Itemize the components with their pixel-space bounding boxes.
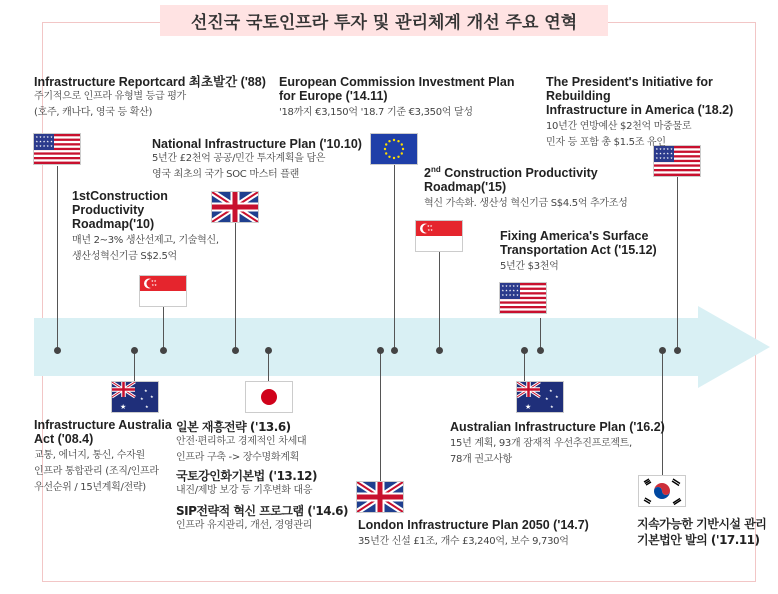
event-uk-national-plan [152, 137, 362, 183]
event-title: The President's Initiative for Rebuilding [546, 75, 713, 103]
timeline-dot [537, 347, 544, 354]
connector-line [439, 252, 440, 350]
japan-flag [246, 382, 292, 412]
connector-line [57, 166, 58, 350]
timeline-dot [674, 347, 681, 354]
event-sg-roadmap-2 [424, 163, 628, 212]
event-title: Roadmap('15) [424, 180, 507, 195]
timeline-dot [391, 347, 398, 354]
event-au-act [34, 418, 172, 496]
connector-line [540, 318, 541, 350]
event-kr-bill [637, 517, 766, 547]
event-title: Transportation Act ('15.12) [500, 243, 657, 257]
event-desc: 인프라 구축 -> 장수명화계획 [176, 452, 299, 463]
event-desc: 주기적으로 인프라 유형별 등급 평가 [34, 91, 186, 102]
timeline-dot [232, 347, 239, 354]
australia-flag [517, 382, 563, 412]
event-us-reportcard [34, 75, 266, 121]
us-flag [34, 134, 80, 164]
event-desc: 인프라 유지관리, 개선, 경영관리 [176, 520, 313, 531]
event-title: 기본법안 발의 ('17.11) [637, 533, 760, 547]
event-title: Infrastructure in America ('18.2) [546, 103, 734, 117]
event-desc: 5년간 £2천억 공공/민간 투자계획을 담은 [152, 153, 326, 164]
event-title: National Infrastructure Plan ('10.10) [152, 137, 362, 151]
connector-line [163, 306, 164, 350]
event-desc: 인프라 통합관리 (조직/인프라 [34, 466, 159, 477]
event-title: Productivity [72, 203, 145, 217]
event-title: London Infrastructure Plan 2050 ('14.7) [358, 518, 589, 532]
singapore-flag [416, 221, 462, 251]
us-flag [500, 283, 546, 313]
australia-flag [112, 382, 158, 412]
event-eu-investment-plan [279, 75, 514, 121]
event-desc: 78개 권고사항 [450, 454, 512, 465]
connector-line [380, 350, 381, 482]
event-title: Act ('08.4) [34, 432, 94, 446]
event-desc: 영국 최초의 국가 SOC 마스터 플랜 [152, 169, 300, 180]
event-desc: 매년 2~3% 생산선제고, 기술혁신, [72, 235, 219, 246]
timeline-dot [265, 347, 272, 354]
event-title: 1stConstruction [72, 189, 168, 203]
timeline-dot [160, 347, 167, 354]
connector-line [134, 350, 135, 382]
timeline-dot [436, 347, 443, 354]
event-title: 국토강인화기본법 ('13.12) [176, 469, 318, 483]
diagram-title: 선진국 국토인프라 투자 및 관리체계 개선 주요 연혁 [160, 5, 608, 36]
connector-line [268, 350, 269, 382]
timeline-dot [131, 347, 138, 354]
event-title: Infrastructure Australia [34, 418, 172, 432]
event-au-plan [450, 420, 665, 468]
event-desc: 안전·편리하고 경제적인 차세대 [176, 436, 307, 447]
timeline-dot [377, 347, 384, 354]
korea-flag [639, 476, 685, 506]
event-desc: 우선순위 / 15년계획/전략) [34, 482, 146, 493]
event-desc: 10년간 연방예산 $2천억 마중물로 [546, 121, 692, 132]
event-title: Fixing America's Surface [500, 229, 649, 243]
event-desc: 15년 계획, 93개 잠재적 우선추진프로젝트, [450, 438, 632, 449]
event-title: Roadmap('10) [72, 217, 155, 231]
event-jp-strategies [176, 420, 348, 534]
event-title: 지속가능한 기반시설 관리 [637, 517, 767, 531]
connector-line [524, 350, 525, 382]
connector-line [394, 165, 395, 350]
event-desc: (호주, 캐나다, 영국 등 확산) [34, 107, 153, 118]
event-desc: 5년간 $3천억 [500, 261, 559, 272]
event-us-rebuilding [546, 75, 778, 151]
event-title: SIP전략적 혁신 프로그램 ('14.6) [176, 504, 349, 518]
event-title: Australian Infrastructure Plan ('16.2) [450, 420, 665, 434]
connector-line [677, 176, 678, 350]
uk-flag [357, 482, 403, 512]
event-desc: 35년간 신설 £1조, 개수 £3,240억, 보수 9,730억 [358, 536, 569, 547]
connector-line [235, 222, 236, 350]
event-desc: 혁신 가속화. 생산성 혁신기금 S$4.5억 추가조성 [424, 198, 628, 210]
singapore-flag [140, 276, 186, 306]
timeline-dot [659, 347, 666, 354]
event-desc: 생산성혁신기금 S$2.5억 [72, 251, 177, 262]
uk-flag [212, 192, 258, 222]
eu-flag [371, 134, 417, 164]
event-title: 2nd Construction Productivity [424, 165, 598, 181]
event-desc: 민자 등 포함 총 $1.5조 유인 [546, 137, 666, 148]
event-us-fast-act [500, 229, 657, 275]
event-desc: 내진/제방 보강 등 기후변화 대응 [176, 485, 313, 496]
event-title: for Europe ('14.11) [279, 89, 388, 103]
event-title: Infrastructure Reportcard 최초발간 ('88) [34, 75, 266, 89]
event-title: European Commission Investment Plan [279, 75, 515, 89]
event-sg-roadmap-1 [72, 189, 219, 265]
timeline-dot [54, 347, 61, 354]
event-title: 일본 재흥전략 ('13.6) [176, 420, 291, 434]
event-desc: 교통, 에너지, 통신, 수자원 [34, 450, 145, 461]
event-desc: '18까지 €3,150억 '18.7 기준 €3,350억 달성 [279, 107, 473, 118]
event-london-plan [358, 518, 589, 550]
timeline-dot [521, 347, 528, 354]
